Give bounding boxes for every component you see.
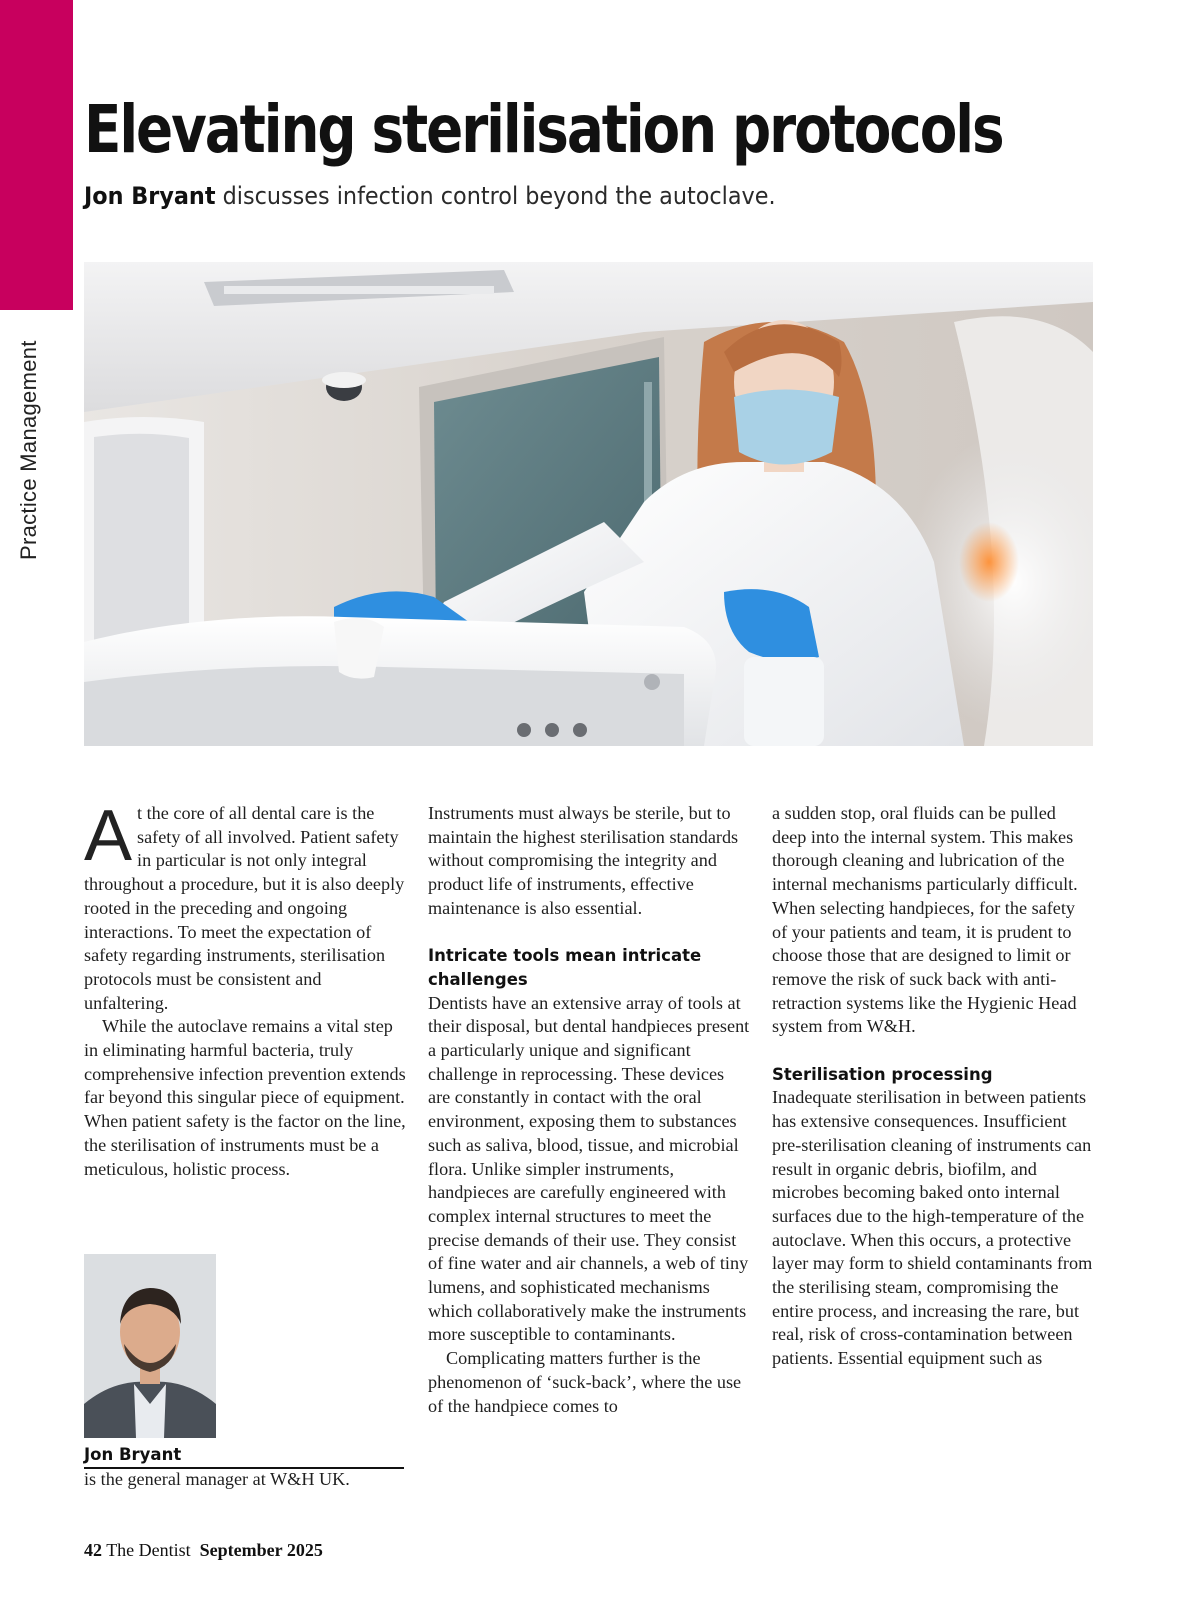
article-column-3 (772, 802, 1094, 1371)
standfirst-author: Jon Bryant (84, 182, 216, 210)
issue-date: September 2025 (199, 1540, 323, 1560)
drop-cap: A (84, 796, 133, 876)
paragraph-text: t the core of all dental care is the safety of all involved. Patient safety in particular is not only integral throughout a procedure, but it is also deeply rooted in the preceding and ongoing interactions. To meet the expectation of safety regarding instruments, sterilisation protocols must be consistent and unfaltering. (84, 803, 405, 1013)
article-paragraph (84, 796, 406, 1015)
standfirst (84, 182, 776, 210)
accent-bar (0, 0, 73, 310)
section-label: Practice Management (16, 340, 41, 560)
subheading: Intricate tools mean intricate challenges (428, 946, 702, 989)
publication-name: The Dentist (106, 1540, 191, 1560)
article-paragraph: While the autoclave remains a vital step in eliminating harmful bacteria, truly comprehensive infection prevention extends far beyond this singular piece of equipment. When patient safety is the factor on the line, the sterilisation of instruments must be a meticulous, holistic process. (84, 1016, 406, 1179)
article-column-2 (428, 802, 750, 1418)
article-paragraph: Dentists have an extensive array of tools at their disposal, but dental handpieces present a particularly unique and significant challenge in reprocessing. These devices are constantly in contact with the oral environment, exposing them to substances such as saliva, blood, tissue, and microbial flora. Unlike simpler instruments, handpieces are carefully engineered with complex internal structures to meet the precise demands of their use. They consist of fine water and air channels, a web of tiny lumens, and sophisticated mechanisms which collaboratively make the instruments more susceptible to contaminants. (428, 992, 750, 1345)
author-role: is the general manager at W&H UK. (84, 1469, 350, 1489)
article-paragraph: Instruments must always be sterile, but to maintain the highest sterilisation standards without compromising the integrity and product life of instruments, effective maintenance is also essential. (428, 803, 739, 918)
author-photo (84, 1254, 216, 1438)
page-number: 42 (84, 1540, 102, 1560)
page-title: Elevating sterilisation protocols (84, 91, 1003, 168)
article-paragraph: Complicating matters further is the phenomenon of ‘suck-back’, where the use of the handpiece comes to (428, 1348, 742, 1416)
author-name: Jon Bryant (84, 1444, 404, 1469)
article-column-1 (84, 796, 406, 1181)
standfirst-text: discusses infection control beyond the autoclave. (222, 182, 776, 210)
subheading: Sterilisation processing (772, 1064, 993, 1084)
hero-photo (84, 262, 1093, 746)
page-footer (84, 1540, 323, 1561)
article-paragraph: Inadequate sterilisation in between patients has extensive consequences. Insufficient pre-sterilisation cleaning of instruments can result in organic debris, biofilm, and microbes becoming baked onto internal surfaces due to the high-temperature of the autoclave. When this occurs, a protective layer may form to shield contaminants from the sterilising steam, compromising the entire process, and increasing the rare, but real, risk of cross-contamination between patients. Essential equipment such as (772, 1087, 1093, 1369)
article-paragraph: a sudden stop, oral fluids can be pulled deep into the internal system. This makes thorough cleaning and lubrication of the internal mechanisms particularly difficult. When selecting handpieces, for the safety of your patients and team, it is prudent to choose those that are designed to limit or remove the risk of suck back with anti-retraction systems like the Hygienic Head system from W&H. (772, 803, 1078, 1037)
